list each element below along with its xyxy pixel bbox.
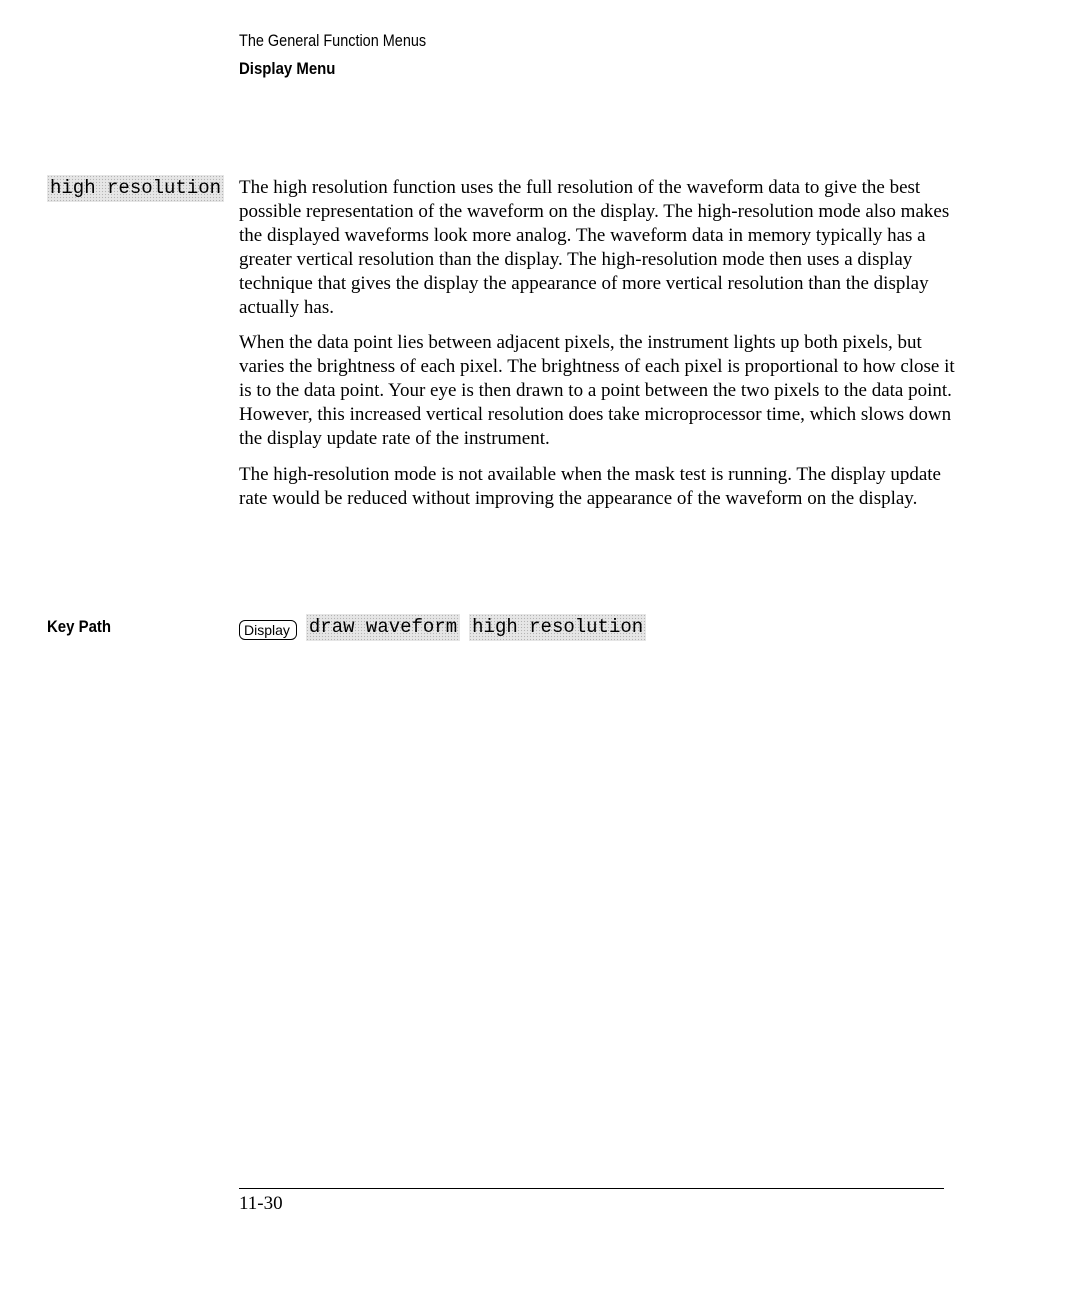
display-hardkey: Display [239,620,297,640]
term-softkey-high-resolution: high resolution [47,175,224,202]
chapter-title: The General Function Menus [239,31,427,50]
entry-description [239,176,955,523]
page-number: 11-30 [239,1193,283,1214]
softkey-draw-waveform: draw waveform [306,614,460,641]
paragraph-1: The high resolution function uses the full resolution of the waveform data to give the best possible representation of the waveform on the display. The high-resolution mode also makes the displayed waveforms look more analog. The waveform data in memory typically has a greater vertical resolution than the display. The high-resolution mode then uses a display technique that gives the display the appearance of more vertical resolution than the display actually has. [239,177,950,318]
footer-divider [239,1188,944,1189]
key-path-label: Key Path [47,617,112,636]
section-title: Display Menu [239,59,336,78]
paragraph-3: The high-resolution mode is not available when the mask test is running. The display update rate would be reduced without improving the appearance of the waveform on the display. [239,463,941,509]
paragraph-2: When the data point lies between adjacent pixels, the instrument lights up both pixels, but varies the brightness of each pixel. The brightness of each pixel is proportional to how close it is to the data point. Your eye is then drawn to a point between the two pixels to the data point. However, this increased vertical resolution does take microprocessor time, which slows down the display update rate of the instrument. [239,332,955,450]
softkey-high-resolution: high resolution [469,614,646,641]
key-path [239,614,646,641]
